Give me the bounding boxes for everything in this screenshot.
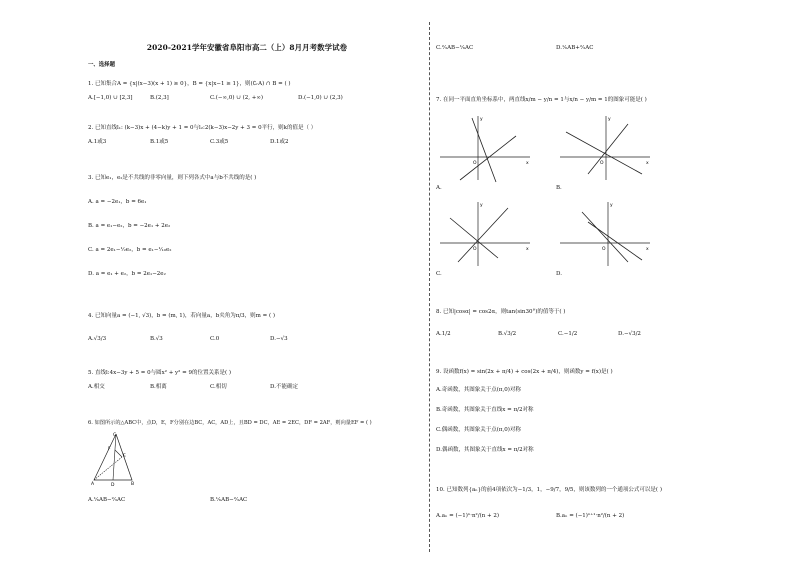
question-7-option-a: A. xyxy=(436,185,442,191)
graph-option-d xyxy=(558,198,654,268)
axis-label: x xyxy=(646,161,649,166)
vertex-label-b: B xyxy=(131,482,135,487)
question-7-option-d: D. xyxy=(556,271,562,277)
question-2-stem: 2. 已知直线l₁: (k−3)x + (4−k)y + 1 = 0与l₂:2(k−3)x−2y + 3 = 0平行，则k的值是（ ） xyxy=(88,125,317,131)
axis-label: y xyxy=(480,203,483,208)
point-label-e: E xyxy=(123,454,126,459)
axis-label: x xyxy=(526,161,529,166)
question-3-option-a: A. a = −2e₁，b = 6e₁ xyxy=(88,199,147,205)
question-9-option-c: C.偶函数，其图象关于点(π,0)对称 xyxy=(436,427,521,433)
question-8-stem: 8. 已知|cosα| = cos2α，则tan(sin30°)的值等于( ) xyxy=(436,309,566,315)
question-3-option-c: C. a = 2e₁−¹⁄₂e₂，b = e₁−¹⁄₁₀e₂ xyxy=(88,247,172,253)
question-1-option-b: B.(2,3] xyxy=(150,95,169,101)
question-3-option-d: D. a = e₁ + e₂，b = 2e₁−2e₂ xyxy=(88,271,166,277)
question-4-option-b: B.√3 xyxy=(150,336,163,342)
question-5-option-b: B.相离 xyxy=(150,384,167,390)
question-4-option-a: A.√3/3 xyxy=(88,336,107,342)
triangle-figure xyxy=(92,432,136,490)
question-7-stem: 7. 在同一平面直角坐标系中，两直线x/m − y/n = 1与x/n − y/m = 1的图象可能是( ) xyxy=(436,97,647,103)
axis-label: O xyxy=(602,247,606,252)
question-5-option-c: C.相切 xyxy=(210,384,227,390)
question-1-option-d: D.(−1,0) ∪ (2,3) xyxy=(298,95,343,101)
question-9-option-a: A.奇函数，其图象关于点(π,0)对称 xyxy=(436,387,521,393)
exam-title: 2020-2021学年安徽省阜阳市高二（上）8月月考数学试卷 xyxy=(146,43,348,52)
question-6-stem: 6. 如图所示的△ABC中，点D，E，F分别在边BC，AC，AD上，且BD = DC，AE = 2EC，DF = 2AF，则向量EF = ( ) xyxy=(88,420,372,426)
question-8-option-b: B.√3/2 xyxy=(498,331,517,337)
axis-label: y xyxy=(608,117,611,122)
axis-label: x xyxy=(526,247,529,252)
axis-label: O xyxy=(600,161,604,166)
question-5-option-d: D.不能确定 xyxy=(270,384,298,390)
question-6-option-b: B.¹⁄₆AB−²⁄₃AC xyxy=(210,497,248,503)
question-8-option-a: A.1/2 xyxy=(436,331,451,337)
question-7-option-c: C. xyxy=(436,271,442,277)
question-10-option-a: A.aₙ = (−1)ⁿ·n²/(n + 2) xyxy=(436,513,500,519)
question-1-stem: 1. 已知集合A = {x|(x−3)(x + 1) ≥ 0}，B = {x|x−1 ≥ 1}，则(∁ᵣA) ∩ B = ( ) xyxy=(88,81,291,87)
question-1-option-c: C.(−∞,0) ∪ (2, +∞) xyxy=(210,95,264,101)
question-3-stem: 3. 已知e₁，e₂是不共线的非零向量，则下列各式中a与b不共线的是( ) xyxy=(88,175,257,181)
question-2-option-d: D.1或2 xyxy=(270,139,289,145)
question-7-option-b: B. xyxy=(556,185,562,191)
axis-label: y xyxy=(610,203,613,208)
graph-option-c xyxy=(438,198,534,268)
question-10-stem: 10. 已知数列{aₙ}的前4项依次为−1/3，1，−9/7，9/5，则该数列的一个通项公式可以是( ) xyxy=(436,487,662,493)
question-8-option-d: D.−√3/2 xyxy=(618,331,641,337)
point-label-d: D xyxy=(111,483,115,488)
graph-option-a xyxy=(438,112,534,182)
point-label-f: F xyxy=(108,447,111,452)
question-4-stem: 4. 已知向量a = (−1, √3)，b = (m, 1)，若向量a，b夹角为π/3，则m = ( ) xyxy=(88,313,276,319)
vertex-label-a: A xyxy=(91,482,95,487)
vertex-label-c: C xyxy=(113,433,117,438)
question-9-stem: 9. 设函数f(x) = sin(2x + π/4) + cos(2x + π/4)，则函数y = f(x)是( ) xyxy=(436,369,613,375)
question-5-stem: 5. 直线l:4x−3y + 5 = 0与圆x² + y² = 9的位置关系是( ) xyxy=(88,370,232,376)
question-5-option-a: A.相交 xyxy=(88,384,105,390)
question-6-option-a: A.¹⁄₆AB−²⁄₃AC xyxy=(88,497,126,503)
question-2-option-b: B.1或5 xyxy=(150,139,169,145)
axis-label: O xyxy=(473,161,477,166)
axis-label: y xyxy=(480,117,483,122)
question-6-option-c: C.²⁄₃AB−¹⁄₆AC xyxy=(436,45,474,51)
question-2-option-c: C.3或5 xyxy=(210,139,229,145)
question-4-option-d: D.−√3 xyxy=(270,336,288,342)
graph-option-b xyxy=(558,112,654,182)
question-4-option-c: C.0 xyxy=(210,336,220,342)
column-divider xyxy=(429,22,430,552)
question-8-option-c: C.−1/2 xyxy=(558,331,578,337)
question-10-option-b: B.aₙ = (−1)ⁿ⁺¹·n²/(n + 2) xyxy=(556,513,625,519)
question-9-option-d: D.偶函数，其图象关于直线x = π/2对称 xyxy=(436,447,534,453)
question-1-option-a: A.[−1,0) ∪ [2,3] xyxy=(88,95,133,101)
question-3-option-b: B. a = e₁−e₂，b = −2e₁ + 2e₂ xyxy=(88,223,171,229)
question-9-option-b: B.奇函数，其图象关于直线x = π/2对称 xyxy=(436,407,534,413)
question-6-option-d: D.¹⁄₆AB+²⁄₃AC xyxy=(556,45,594,51)
question-2-option-a: A.1或3 xyxy=(88,139,107,145)
axis-label: x xyxy=(646,247,649,252)
axis-label: O xyxy=(473,247,477,252)
section-heading: 一、选择题 xyxy=(88,62,115,68)
